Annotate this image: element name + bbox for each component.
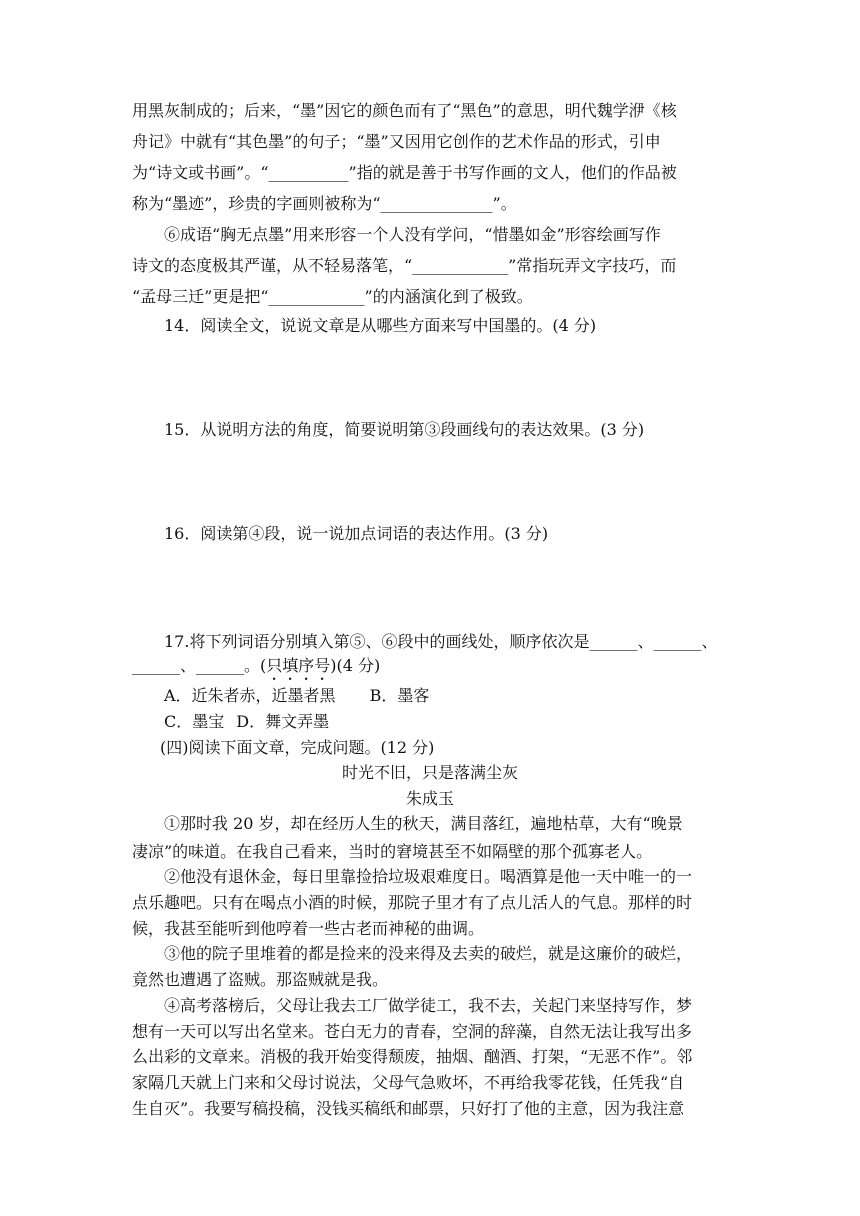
option-d: D．舞文弄墨 (236, 712, 330, 731)
text-line: 诗文的态度极其严谨，从不轻易落笔，“____________”常指玩弄文字技巧，而 (132, 256, 677, 275)
article-title: 时光不旧，只是落满尘灰 (341, 763, 518, 782)
question-16: 16．阅读第④段，说一说加点词语的表达作用。(3 分) (164, 524, 549, 543)
article-author: 朱成玉 (405, 789, 454, 808)
section-4-heading: (四)阅读下面文章，完成问题。(12 分) (160, 738, 435, 757)
option-c: C．墨宝 (164, 712, 225, 731)
question-17-line-2 (132, 655, 380, 684)
text-span: )(4 分) (330, 656, 381, 675)
text-line: 称为“墨迹”，珍贵的字画则被称为“______________”。 (132, 194, 517, 213)
paragraph-2: ②他没有退休金，每日里靠捡拾垃圾艰难度日。喝酒算是他一天中唯一的一 (164, 867, 693, 886)
option-b: B．墨客 (369, 686, 430, 705)
text-line: 竟然也遭遇了盗贼。那盗贼就是我。 (132, 970, 389, 989)
paragraph-1: ①那时我 20 岁，却在经历人生的秋天，满目落红，遍地枯草，大有“晚景 (164, 814, 683, 833)
option-a: A．近朱者赤，近墨者黑 (164, 686, 336, 705)
text-line: 家隔几天就上门来和父母讨说法，父母气急败坏，不再给我零花钱，任凭我“自 (132, 1073, 685, 1092)
text-line: 点乐趣吧。只有在喝点小酒的时候，那院子里才有了点儿活人的气息。那样的时 (132, 893, 693, 912)
text-line: “孟母三迁”更是把“____________”的内涵演化到了极致。 (132, 287, 533, 306)
text-line: 么出彩的文章来。消极的我开始变得颓废，抽烟、酗酒、打架，“无恶不作”。邻 (132, 1047, 693, 1066)
question-15: 15．从说明方法的角度，简要说明第③段画线句的表达效果。(3 分) (164, 420, 645, 439)
text-line: 用黑灰制成的；后来，“墨”因它的颜色而有了“黑色”的意思，明代魏学洢《核 (132, 101, 677, 120)
text-span: ______、______。( (132, 656, 267, 675)
text-line: 凄凉”的味道。在我自己看来，当时的窘境甚至不如隔壁的那个孤寡老人。 (132, 842, 653, 861)
question-14: 14．阅读全文，说说文章是从哪些方面来写中国墨的。(4 分) (164, 316, 597, 335)
option-a-b (164, 685, 429, 707)
emphasized-text: 只填序号 (266, 656, 331, 675)
text-line: 为“诗文或书画”。“__________”指的就是善于书写作画的文人，他们的作品被 (132, 163, 677, 182)
option-c-d (164, 711, 329, 733)
question-17: 17.将下列词语分别填入第⑤、⑥段中的画线处，顺序依次是______、______、 (164, 632, 718, 651)
paragraph-4: ④高考落榜后，父母让我去工厂做学徒工，我不去，关起门来坚持写作，梦 (164, 996, 693, 1015)
paragraph-6: ⑥成语“胸无点墨”用来形容一个人没有学问，“惜墨如金”形容绘画写作 (164, 225, 661, 244)
text-line: 舟记》中就有“其色墨”的句子；“墨”又因用它创作的艺术作品的形式，引申 (132, 132, 661, 151)
paragraph-3: ③他的院子里堆着的都是捡来的没来得及去卖的破烂，就是这廉价的破烂， (164, 944, 693, 963)
text-line: 候，我甚至能听到他哼着一些古老而神秘的曲调。 (132, 919, 485, 938)
text-line: 生自灭”。我要写稿投稿，没钱买稿纸和邮票，只好打了他的主意，因为我注意 (132, 1099, 685, 1118)
text-line: 想有一天可以写出名堂来。苍白无力的青春，空洞的辞藻，自然无法让我写出多 (132, 1022, 693, 1041)
